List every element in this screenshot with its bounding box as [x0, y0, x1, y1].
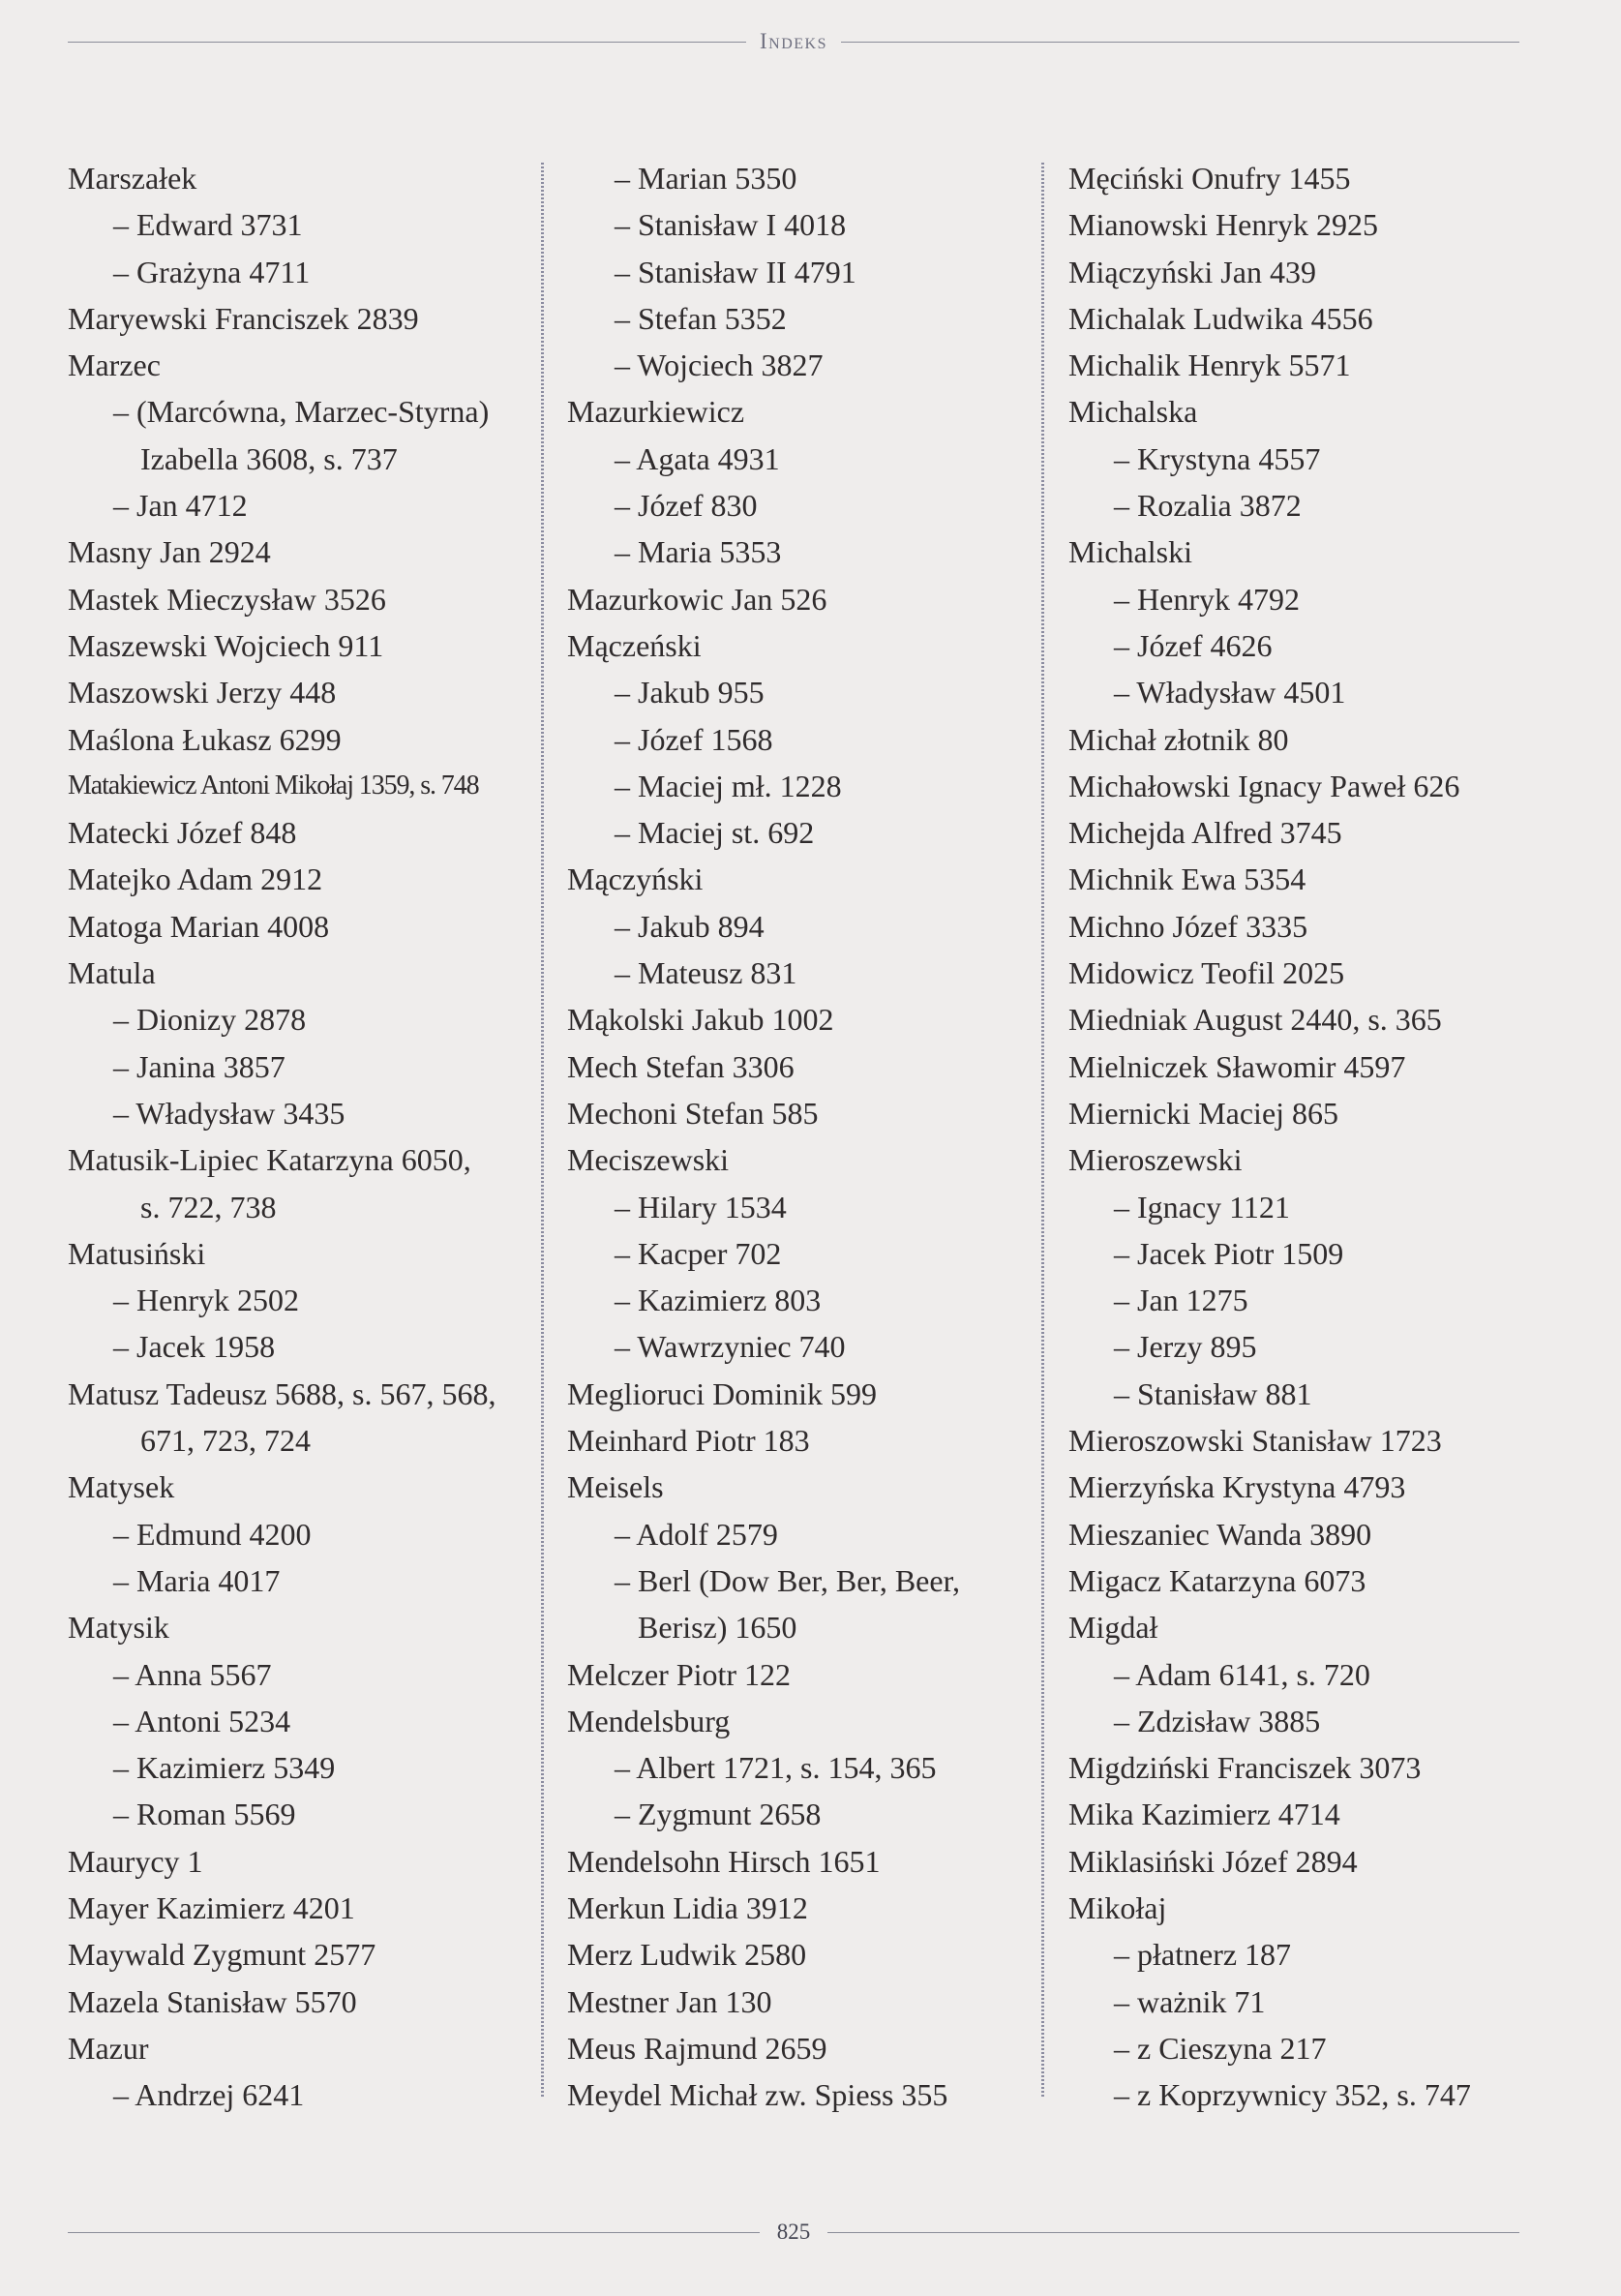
footer-rule-left: [68, 2232, 760, 2233]
index-subentry: – Andrzej 6241: [113, 2077, 305, 2113]
index-entry: Mieroszewski: [1068, 1142, 1243, 1178]
index-entry: Michalska: [1068, 394, 1198, 430]
index-entry: Mika Kazimierz 4714: [1068, 1797, 1340, 1832]
index-subentry: – Jan 4712: [113, 488, 248, 524]
footer-rule-right: [827, 2232, 1519, 2233]
index-entry: Miedniak August 2440, s. 365: [1068, 1002, 1442, 1038]
index-entry: Mestner Jan 130: [567, 1983, 772, 2019]
index-entry: Michałowski Ignacy Paweł 626: [1068, 768, 1460, 803]
index-entry: Mazurkowic Jan 526: [567, 581, 827, 617]
index-subentry: – Adam 6141, s. 720: [1114, 1656, 1370, 1692]
index-entry: Matysek: [68, 1469, 175, 1505]
index-entry: Męciński Onufry 1455: [1068, 161, 1351, 196]
index-subentry: – Jakub 955: [615, 675, 765, 710]
index-subentry: – Jacek 1958: [113, 1329, 276, 1365]
index-entry: Mączeński: [567, 627, 702, 663]
index-entry-continuation: Berisz) 1650: [638, 1610, 797, 1646]
index-entry: Midowicz Teofil 2025: [1068, 955, 1345, 991]
index-subentry: – Dionizy 2878: [113, 1002, 307, 1038]
index-subentry: – Maciej st. 692: [615, 815, 815, 851]
index-column-1: [68, 155, 523, 2118]
index-entry: Mayer Kazimierz 4201: [68, 1889, 355, 1925]
index-subentry: – Stanisław II 4791: [615, 254, 856, 289]
index-entry: Maurycy 1: [68, 1843, 203, 1879]
index-entry: Mazurkiewicz: [567, 394, 745, 430]
index-entry: Mazur: [68, 2030, 149, 2066]
index-subentry: – Jan 1275: [1114, 1283, 1248, 1318]
index-subentry: – Zdzisław 3885: [1114, 1703, 1321, 1738]
index-entry: Meydel Michał zw. Spiess 355: [567, 2077, 948, 2113]
index-entry: Mierzyńska Krystyna 4793: [1068, 1469, 1406, 1505]
index-entry: Merz Ludwik 2580: [567, 1937, 807, 1973]
index-entry: Meciszewski: [567, 1142, 730, 1178]
index-subentry: – Józef 1568: [615, 721, 773, 757]
index-entry: Meinhard Piotr 183: [567, 1423, 810, 1459]
index-subentry: – Albert 1721, s. 154, 365: [615, 1750, 937, 1786]
index-entry: Migdziński Franciszek 3073: [1068, 1750, 1422, 1786]
index-subentry: – Janina 3857: [113, 1048, 285, 1084]
page-number: 825: [776, 2220, 811, 2244]
index-entry: Maszewski Wojciech 911: [68, 627, 384, 663]
index-subentry: – Kazimierz 803: [615, 1283, 822, 1318]
index-entry: Mianowski Henryk 2925: [1068, 207, 1378, 243]
index-subentry: – Stanisław I 4018: [615, 207, 847, 243]
index-entry: Mazela Stanisław 5570: [68, 1983, 357, 2019]
index-subentry: – Stanisław 881: [1114, 1375, 1312, 1411]
index-subentry: – Maciej mł. 1228: [615, 768, 842, 803]
page-header: [68, 29, 1519, 54]
index-entry: Migdał: [1068, 1610, 1158, 1646]
index-entry: Masny Jan 2924: [68, 534, 271, 570]
index-subentry: – Zygmunt 2658: [615, 1797, 822, 1832]
index-subentry: – Józef 4626: [1114, 627, 1273, 663]
index-subentry: – Władysław 3435: [113, 1095, 345, 1131]
index-subentry: – Maria 4017: [113, 1562, 281, 1598]
index-entry: Meglioruci Dominik 599: [567, 1375, 877, 1411]
index-subentry: – Jacek Piotr 1509: [1114, 1235, 1344, 1271]
index-subentry: – Krystyna 4557: [1114, 440, 1321, 476]
index-subentry: – Henryk 2502: [113, 1283, 299, 1318]
index-entry: Michno Józef 3335: [1068, 908, 1308, 944]
index-entry: Marzec: [68, 347, 161, 383]
index-entry: Matysik: [68, 1610, 169, 1646]
index-entry-continuation: Izabella 3608, s. 737: [140, 440, 398, 476]
index-entry: Mendelsburg: [567, 1703, 731, 1738]
index-entry: Matusik-Lipiec Katarzyna 6050,: [68, 1142, 471, 1178]
index-entry: Maślona Łukasz 6299: [68, 721, 342, 757]
index-entry: Michalak Ludwika 4556: [1068, 300, 1373, 336]
index-entry: Meus Rajmund 2659: [567, 2030, 827, 2066]
index-subentry: – Kacper 702: [615, 1235, 782, 1271]
index-subentry: – z Cieszyna 217: [1114, 2030, 1327, 2066]
index-subentry: – Jerzy 895: [1114, 1329, 1257, 1365]
index-subentry: – Wawrzyniec 740: [615, 1329, 846, 1365]
index-subentry: – Antoni 5234: [113, 1703, 291, 1738]
index-entry: Maryewski Franciszek 2839: [68, 300, 419, 336]
index-entry: Miączyński Jan 439: [1068, 254, 1316, 289]
index-entry: Migacz Katarzyna 6073: [1068, 1562, 1366, 1598]
index-subentry: – z Koprzywnicy 352, s. 747: [1114, 2077, 1471, 2113]
index-subentry: – Mateusz 831: [615, 955, 797, 991]
index-entry: Michał złotnik 80: [1068, 721, 1289, 757]
index-entry: Meisels: [567, 1469, 664, 1505]
index-entry: Matusz Tadeusz 5688, s. 567, 568,: [68, 1375, 496, 1411]
index-subentry: – Jakub 894: [615, 908, 765, 944]
index-subentry: – Berl (Dow Ber, Ber, Beer,: [615, 1562, 960, 1598]
index-subentry: – Ignacy 1121: [1114, 1189, 1290, 1224]
index-subentry: – Anna 5567: [113, 1656, 272, 1692]
index-entry: Melczer Piotr 122: [567, 1656, 792, 1692]
index-entry: Matecki Józef 848: [68, 815, 297, 851]
index-entry: Mechoni Stefan 585: [567, 1095, 819, 1131]
index-entry: Mastek Mieczysław 3526: [68, 581, 386, 617]
header-title: Indeks: [760, 29, 827, 53]
index-subentry: – Stefan 5352: [615, 300, 787, 336]
header-rule-right: [841, 42, 1519, 43]
index-subentry: – Adolf 2579: [615, 1516, 778, 1552]
header-rule-left: [68, 42, 746, 43]
index-subentry: – (Marcówna, Marzec-Styrna): [113, 394, 490, 430]
index-subentry: – Grażyna 4711: [113, 254, 311, 289]
column-divider-2: [1041, 163, 1044, 2099]
index-entry: Mielniczek Sławomir 4597: [1068, 1048, 1406, 1084]
index-subentry: – Józef 830: [615, 488, 758, 524]
index-entry: Michalski: [1068, 534, 1192, 570]
index-subentry: – ważnik 71: [1114, 1983, 1266, 2019]
index-entry: Mikołaj: [1068, 1889, 1167, 1925]
index-subentry: – Edmund 4200: [113, 1516, 312, 1552]
index-entry: Mendelsohn Hirsch 1651: [567, 1843, 881, 1879]
index-subentry: – Roman 5569: [113, 1797, 296, 1832]
index-entry: Maszowski Jerzy 448: [68, 675, 337, 710]
index-entry: Marszałek: [68, 161, 197, 196]
index-entry: Matejko Adam 2912: [68, 861, 323, 897]
index-subentry: – Kazimierz 5349: [113, 1750, 336, 1786]
index-subentry: – Hilary 1534: [615, 1189, 787, 1224]
index-entry: Michalik Henryk 5571: [1068, 347, 1351, 383]
index-entry-continuation: s. 722, 738: [140, 1189, 277, 1224]
page-footer: [68, 2219, 1519, 2246]
index-entry: Maywald Zygmunt 2577: [68, 1937, 376, 1973]
index-entry: Matusiński: [68, 1235, 206, 1271]
index-entry: Mieszaniec Wanda 3890: [1068, 1516, 1372, 1552]
index-columns: [0, 155, 1621, 2130]
index-entry: Matakiewicz Antoni Mikołaj 1359, s. 748: [68, 770, 479, 801]
index-subentry: – płatnerz 187: [1114, 1937, 1292, 1973]
index-entry: Mączyński: [567, 861, 704, 897]
index-subentry: – Rozalia 3872: [1114, 488, 1302, 524]
index-column-2: [567, 155, 1022, 2118]
index-entry: Mąkolski Jakub 1002: [567, 1002, 834, 1038]
index-subentry: – Edward 3731: [113, 207, 303, 243]
index-entry: Matoga Marian 4008: [68, 908, 330, 944]
column-divider-1: [541, 163, 544, 2099]
index-entry: Michnik Ewa 5354: [1068, 861, 1306, 897]
index-subentry: – Wojciech 3827: [615, 347, 824, 383]
index-entry: Miklasiński Józef 2894: [1068, 1843, 1358, 1879]
index-subentry: – Maria 5353: [615, 534, 782, 570]
index-subentry: – Agata 4931: [615, 440, 780, 476]
index-entry: Michejda Alfred 3745: [1068, 815, 1342, 851]
index-entry: Mieroszowski Stanisław 1723: [1068, 1423, 1442, 1459]
index-entry: Matula: [68, 955, 156, 991]
index-entry: Miernicki Maciej 865: [1068, 1095, 1339, 1131]
index-entry: Mech Stefan 3306: [567, 1048, 795, 1084]
index-column-3: [1068, 155, 1533, 2118]
index-entry-continuation: 671, 723, 724: [140, 1423, 311, 1459]
index-subentry: – Marian 5350: [615, 161, 797, 196]
index-subentry: – Władysław 4501: [1114, 675, 1346, 710]
index-subentry: – Henryk 4792: [1114, 581, 1300, 617]
index-entry: Merkun Lidia 3912: [567, 1889, 808, 1925]
